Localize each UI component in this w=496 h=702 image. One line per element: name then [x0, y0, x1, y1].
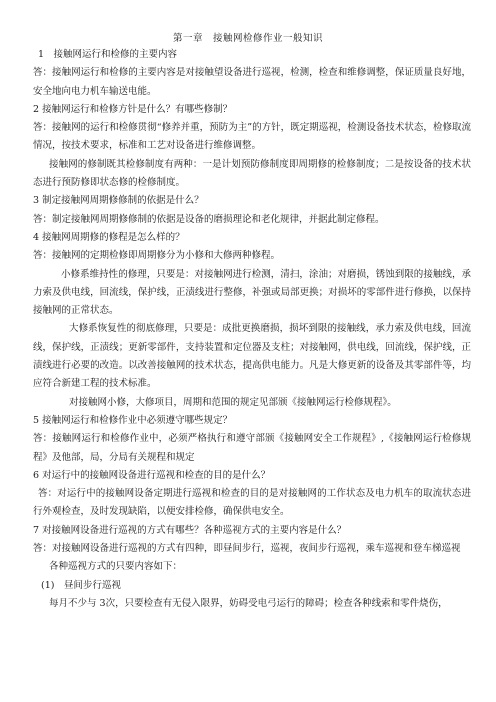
chapter-title: 第一章 接触网检修作业一般知识 [172, 33, 323, 44]
paragraph: 2 接触网运行和检修方针是什么？有哪些修制？ [33, 103, 233, 115]
paragraph: 答：制定接触网周期修修制的依据是设备的磨损理论和老化规律，并据此制定修程。 [33, 213, 385, 225]
paragraph: 4 接触网周期修的修程是怎么样的？ [33, 231, 185, 243]
paragraph: 1 接触网运行和检修的主要内容 [38, 49, 178, 60]
paragraph: (1) 昼间步行巡视 [41, 579, 121, 591]
paragraph: 对接触网小修，大修项目，周期和范围的规定见部颁《接触网运行检修规程》。 [69, 396, 397, 408]
paragraph: 答：接触网运行和检修的主要内容是对接触望设备进行巡视，检测，检查和维修调整，保证质量良好地，安全地向电力机车输送电能。 [33, 67, 471, 97]
document-body [33, 46, 471, 613]
paragraph: 答：接触网的运行和检修贯彻“修养并重，预防为主”的方针，既定期巡视，检测设备技术状态，检修取流情况，按技术要求，标准和工艺对设备进行维修调整。 [33, 122, 471, 152]
paragraph: 7 对接触网设备进行巡视的方式有哪些？各种巡视方式的主要内容是什么？ [33, 524, 347, 536]
paragraph: 6 对运行中的接触网设备进行巡视和检查的目的是什么？ [33, 469, 271, 481]
paragraph: 各种巡视方式的只要内容如下： [49, 561, 183, 573]
paragraph: 答：对接触网设备进行巡视的方式有四种，即昼间步行，巡视，夜间步行巡视，乘车巡视和登车梯巡视 [33, 543, 461, 555]
paragraph: 答：接触网运行和检修作业中，必须严格执行和遵守部颁《接触网安全工作规程》,《接触网运行检修规程》及他部，局，分局有关规程和规定 [33, 433, 471, 463]
paragraph: 大修系恢复性的彻底修理，只要是：成批更换磨损，损坏到限的接触线，承力索及供电线，回流线，保护线，正渍线；更新零部件，支持装置和定位器及支柱；对接触网，供电线，回流线，保护线，正渍线进行必要的改造。以改善接触网的技术状态，提高供电能力。凡是大修更新的设备及其零部件等，均应符合新建工程的技术标准。 [33, 323, 471, 390]
paragraph: 3 制定接触网周期修修制的依据是什么？ [33, 195, 204, 207]
paragraph: 小修系维持性的修理，只要是：对接触网进行检测，清扫，涂油；对磨损，锈蚀到限的接触线，承力索及供电线，回流线，保护线，正渍线进行整修，补强或局部更换；对损坏的零部件进行修换，以保持接触网的正常状态。 [33, 268, 471, 317]
paragraph: 答：对运行中的接触网设备定期进行巡视和检查的目的是对接触网的工作状态及电力机车的取流状态进行外观检查，及时发现缺陷，以便安排检修，确保供电安全。 [33, 488, 471, 518]
paragraph: 接触网的修制既其检修制度有两种：一是计划预防修制度即周期修的检修制度；二是按设备的技术状态进行预防修即状态修的检修制度。 [33, 158, 471, 189]
paragraph: 5 接触网运行和检修作业中必须遵守哪些规定？ [33, 414, 233, 426]
paragraph: 答：接触网的定期检修即周期修分为小修和大修两种修程。 [33, 250, 281, 262]
paragraph: 每月不少与 3次，只要检查有无侵入限界，妨碍受电弓运行的障碍；检查各种线索和零件烧伤， [49, 597, 448, 609]
